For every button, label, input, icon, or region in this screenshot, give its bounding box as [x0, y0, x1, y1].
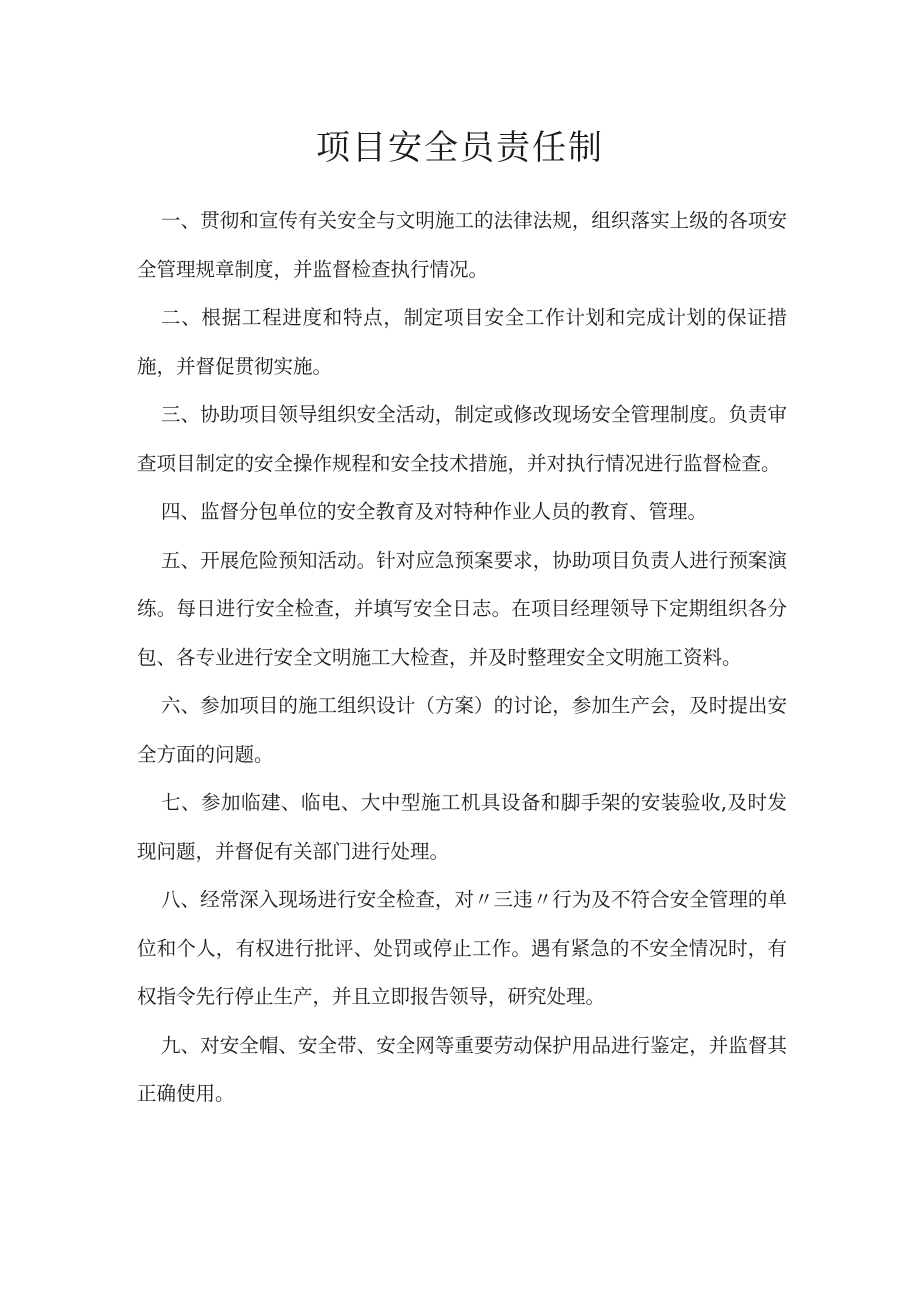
paragraph-4: 四、监督分包单位的安全教育及对特种作业人员的教育、管理。 [161, 500, 708, 523]
paragraph-5: 五、开展危险预知活动。针对应急预案要求，协助项目负责人进行预案演练。每日进行安全检查，并填写安全日志。在项目经理领导下定期组织各分包、各专业进行安全文明施工大检查，并及时整理安全文明施工资料。 [137, 548, 787, 669]
document-body [137, 197, 787, 1119]
document-title: 项目安全员责任制 [316, 128, 604, 168]
paragraph-8: 八、经常深入现场进行安全检查，对〃三违〃行为及不符合安全管理的单位和个人，有权进行批评、处罚或停止工作。遇有紧急的不安全情况时，有权指令先行停止生产，并且立即报告领导，研究处理。 [137, 888, 787, 1008]
paragraph-6: 六、参加项目的施工组织设计（方案）的讨论，参加生产会，及时提出安全方面的问题。 [137, 694, 787, 766]
paragraph-1: 一、贯彻和宣传有关安全与文明施工的法律法规，组织落实上级的各项安全管理规章制度，并监督检查执行情况。 [137, 209, 787, 281]
paragraph-3: 三、协助项目领导组织安全活动，制定或修改现场安全管理制度。负责审查项目制定的安全操作规程和安全技术措施，并对执行情况进行监督检查。 [137, 403, 787, 475]
paragraph-2: 二、根据工程进度和特点，制定项目安全工作计划和完成计划的保证措施，并督促贯彻实施。 [137, 306, 787, 378]
paragraph-7: 七、参加临建、临电、大中型施工机具设备和脚手架的安装验收,及时发现问题，并督促有关部门进行处理。 [137, 791, 787, 863]
paragraph-9: 九、对安全帽、安全带、安全网等重要劳动保护用品进行鉴定，并监督其正确使用。 [137, 1033, 787, 1105]
